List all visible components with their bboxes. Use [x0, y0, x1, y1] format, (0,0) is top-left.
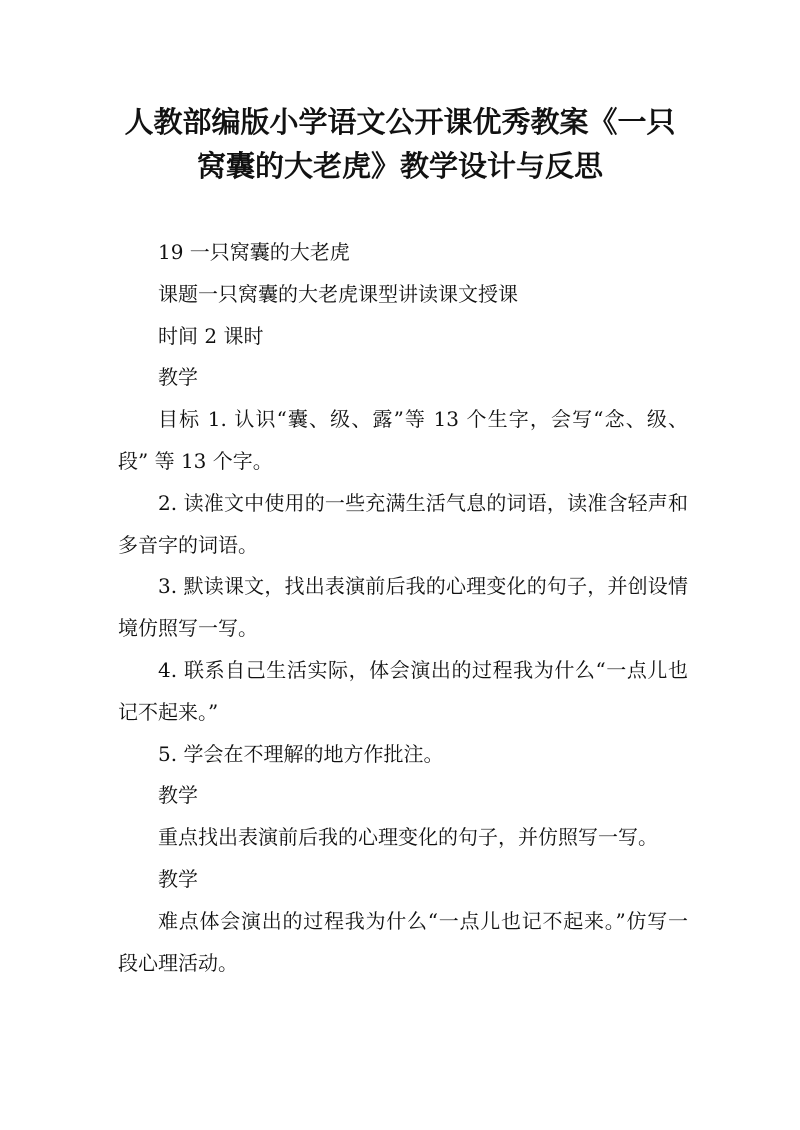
- paragraph-objective-3: 3. 默读课文，找出表演前后我的心理变化的句子，并创设情境仿照写一写。: [118, 574, 688, 641]
- paragraph-objective-2: 2. 读准文中使用的一些充满生活气息的词语，读准含轻声和多音字的词语。: [118, 490, 688, 557]
- paragraph-objective-5: 5. 学会在不理解的地方作批注。: [158, 741, 444, 766]
- paragraph-class-time: 时间 2 课时: [158, 323, 264, 348]
- paragraph-lesson-number: 19 一只窝囊的大老虎: [158, 240, 350, 264]
- paragraph-teaching-label-1: 教学: [158, 365, 198, 390]
- paragraph-teaching-label-2: 教学: [158, 783, 198, 808]
- paragraph-objective-1: 目标 1. 认识“囊、级、露”等 13 个生字，会写“念、级、段” 等 13 个字。: [118, 407, 688, 473]
- paragraph-difficulty: 难点体会演出的过程我为什么“一点儿也记不起来。”仿写一段心理活动。: [118, 908, 688, 975]
- document-body: [118, 232, 688, 984]
- paragraph-key-point: 重点找出表演前后我的心理变化的句子，并仿照写一写。: [158, 825, 658, 850]
- paragraph-objective-4: 4. 联系自己生活实际，体会演出的过程我为什么“一点儿也记不起来。”: [118, 657, 688, 724]
- paragraph-lesson-topic: 课题一只窝囊的大老虎课型讲读课文授课: [158, 281, 518, 306]
- document-title-line-1: 人教部编版小学语文公开课优秀教案《一只: [124, 105, 676, 139]
- document-title-line-2: 窝囊的大老虎》教学设计与反思: [196, 149, 603, 183]
- paragraph-teaching-label-3: 教学: [158, 866, 198, 891]
